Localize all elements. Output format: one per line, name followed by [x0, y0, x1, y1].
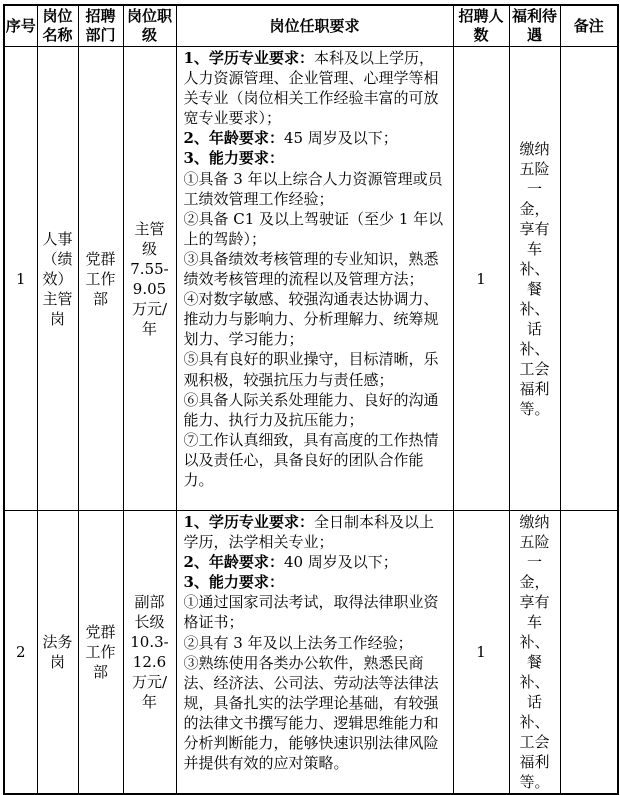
requirement-item: 1、学历专业要求：全日制本科及以上学历，法学相关专业； [183, 513, 434, 552]
requirement-item: ⑥具备人际关系处理能力、良好的沟通能力、执行力及抗压能力； [183, 390, 439, 429]
requirement-item: ⑦工作认真细致，具有高度的工作热情以及责任心，具备良好的团队合作能力。 [183, 430, 439, 489]
header-benefits: 福利待遇 [509, 5, 560, 47]
requirement-label: 3、能力要求： [183, 573, 284, 592]
header-remark: 备注 [560, 5, 618, 47]
requirement-label: 2、年龄要求： [183, 553, 284, 572]
requirement-item: ③具备绩效考核管理的专业知识，熟悉绩效考核管理的流程以及管理方法； [183, 249, 439, 289]
cell-count: 1 [453, 511, 509, 795]
requirement-item: 2、年龄要求：40 周岁及以下； [183, 553, 398, 572]
table-body [4, 47, 618, 795]
requirement-item: ②具备 C1 及以上驾驶证（至少 1 年以上的驾龄）； [183, 209, 444, 248]
requirement-item: 1、学历专业要求：本科及以上学历，人力资源管理、企业管理、心理学等相关专业（岗位相关工作经验丰富的可放宽专业要求）； [183, 49, 439, 128]
header-position: 岗位名称 [37, 5, 78, 47]
cell-remark [560, 511, 618, 795]
requirement-item [184, 572, 444, 592]
cell-count: 1 [453, 47, 509, 511]
header-count: 招聘人数 [453, 5, 509, 47]
cell-requirements [176, 511, 453, 795]
requirement-item: ①通过国家司法考试，取得法律职业资格证书； [183, 593, 439, 632]
cell-position: 法务岗 [37, 511, 78, 795]
cell-requirements [176, 47, 453, 511]
cell-level: 主管级7.55-9.05万元/年 [123, 47, 176, 511]
requirement-label: 1、学历专业要求： [183, 49, 314, 67]
header-department: 招聘部门 [78, 5, 123, 47]
requirement-item [184, 148, 444, 168]
header-requirements: 岗位任职要求 [176, 5, 453, 47]
header-seq: 序号 [4, 5, 37, 47]
cell-benefits: 缴纳五险一金，享有车补、餐补、话补、工会福利等。 [509, 47, 560, 511]
cell-department: 党群工作部 [78, 511, 123, 795]
cell-seq: 1 [4, 47, 37, 511]
requirement-item: ⑤具有良好的职业操守，目标清晰，乐观积极，较强抗压力与责任感； [183, 350, 439, 389]
requirement-item: 2、年龄要求：45 周岁及以下； [183, 129, 398, 148]
recruitment-table [3, 4, 619, 795]
requirement-item: ①具备 3 年以上综合人力资源管理或员工绩效管理工作经验； [183, 169, 443, 208]
requirement-label: 1、学历专业要求： [183, 513, 314, 531]
header-level: 岗位职级 [123, 5, 176, 47]
cell-position: 人事（绩效）主管岗 [37, 47, 78, 511]
header-row [4, 5, 618, 47]
cell-level: 副部长级10.3-12.6万元/年 [123, 511, 176, 795]
cell-seq: 2 [4, 511, 37, 795]
cell-remark [560, 47, 618, 511]
requirement-item: ②具有 3 年及以上法务工作经验； [183, 633, 413, 652]
requirement-label: 2、年龄要求： [183, 129, 284, 148]
table-row [4, 47, 618, 511]
table-row [4, 511, 618, 795]
cell-department: 党群工作部 [78, 47, 123, 511]
requirement-label: 3、能力要求： [183, 149, 284, 168]
requirement-item: ④对数字敏感、较强沟通表达协调力、推动力与影响力、分析理解力、统筹规划力、学习能力； [183, 290, 439, 349]
cell-benefits: 缴纳五险一金，享有车补、餐补、话补、工会福利等。 [509, 511, 560, 795]
requirement-item: ③熟练使用各类办公软件，熟悉民商法、经济法、公司法、劳动法等法律法规，具备扎实的法学理论基础，有较强的法律文书撰写能力、逻辑思维能力和分析判断能力，能够快速识别法律风险并提供有效的应对策略。 [183, 653, 439, 773]
